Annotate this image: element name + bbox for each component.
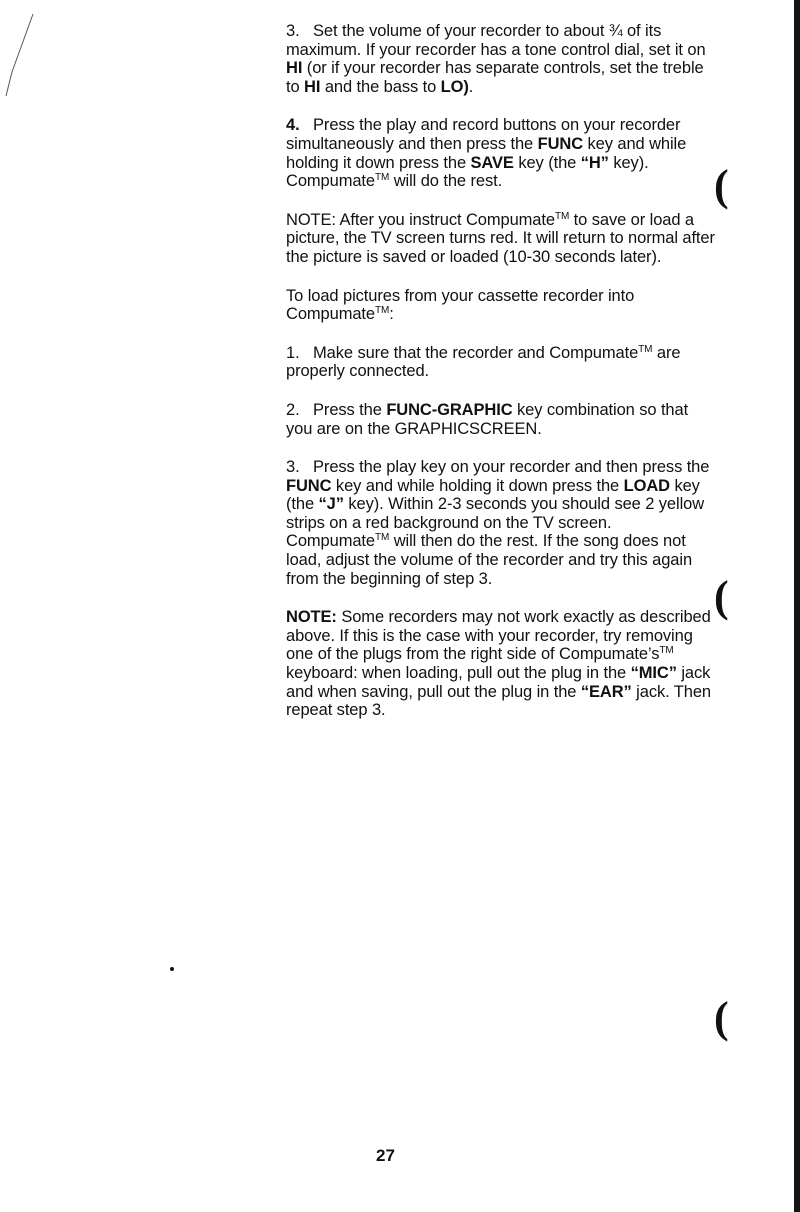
text-run: key (the [513, 153, 581, 172]
text-run: (or if your recorder has separate controls, set the treble to [286, 59, 704, 96]
text-run: key). Compumate [286, 153, 649, 191]
bold-text: FUNC-GRAPHIC [386, 400, 513, 419]
text-run: Make sure that the recorder and Compumate [313, 343, 639, 362]
step-number: 3. [286, 22, 300, 40]
paragraph-note-recorders [286, 608, 716, 720]
text-run: key and while holding it down press the [286, 134, 687, 172]
step-number: 3. [286, 458, 300, 477]
text-run: Press the play and record buttons on your recorder simultaneously and then press the [286, 116, 681, 153]
text-run: Press the [313, 400, 387, 419]
text-run: will do the rest. [389, 172, 503, 191]
binding-hole-mark: ( [714, 161, 729, 210]
text-run: . [468, 77, 474, 96]
scan-mark-stroke [0, 0, 40, 110]
bold-text: “MIC” [630, 664, 677, 683]
step-number: 4. [286, 116, 300, 135]
text-run: Some recorders may not work exactly as described above. If this is the case with your recorder, try removing one of the plugs from the right side of Compumate’s [286, 608, 711, 664]
bold-text: HI [286, 59, 303, 78]
text-run: to save or load a picture, the TV screen turns red. It will return to normal after the picture is saved or loaded (10-30 seconds later). [286, 210, 715, 266]
trademark-symbol: TM [659, 645, 674, 657]
text-run: will then do the rest. If the song does not load, adjust the volume of the recorder and try this again from the beginning of step 3. [286, 532, 693, 588]
paragraph-note-red-screen [286, 211, 716, 267]
trademark-symbol: TM [374, 172, 390, 184]
text-run: keyboard: when loading, pull out the plug in the [286, 664, 631, 683]
trademark-symbol: TM [374, 305, 390, 317]
binding-hole-mark: ( [714, 572, 729, 621]
page-number: 27 [376, 1146, 395, 1165]
text-run: jack. Then repeat step 3. [286, 682, 712, 720]
binding-edge [794, 0, 800, 1212]
text-run: key (the [286, 476, 700, 514]
text-run: To load pictures from your cassette recorder into Compumate [286, 286, 635, 324]
bold-text: LO) [440, 77, 469, 96]
trademark-symbol: TM [554, 210, 570, 222]
step-number: 1. [286, 343, 300, 362]
paragraph-step3-load [286, 458, 716, 588]
paragraph-step2-load [286, 401, 716, 438]
bold-text: LOAD [623, 476, 670, 495]
trademark-symbol: TM [374, 532, 390, 544]
paragraph-step4-save [286, 116, 716, 190]
text-run: and the bass to [320, 77, 441, 96]
bold-text: “H” [580, 153, 609, 172]
binding-hole-mark: ( [714, 993, 729, 1042]
bold-text: “J” [318, 495, 344, 514]
bold-text: NOTE: [286, 608, 337, 627]
step-number: 2. [286, 400, 300, 419]
page-body [286, 22, 716, 740]
trademark-symbol: TM [638, 343, 653, 355]
paragraph-step1-load [286, 344, 716, 381]
text-run: jack and when saving, pull out the plug in the [286, 664, 711, 701]
text-run: key). Within 2-3 seconds you should see 2 yellow strips on a red background on the TV screen. Compumate [286, 495, 705, 551]
text-run: key and while holding it down press the [331, 476, 624, 495]
bold-text: FUNC [286, 476, 332, 495]
text-run: Set the volume of your recorder to about ¾ of its maximum. If your recorder has a tone control dial, set it on [286, 22, 706, 59]
text-run: key combination so that you are on the GRAPHICSCREEN. [286, 400, 689, 438]
text-run: Press the play key on your recorder and then press the [313, 458, 710, 477]
text-run: NOTE: After you instruct Compumate [286, 210, 555, 229]
paragraph-step3-save [286, 22, 716, 96]
text-run: : [389, 305, 394, 324]
bold-text: HI [304, 77, 321, 96]
bold-text: SAVE [470, 153, 514, 172]
paragraph-load-intro [286, 287, 716, 324]
scan-dot [170, 967, 174, 971]
bold-text: “EAR” [580, 682, 632, 701]
text-run: are properly connected. [286, 343, 681, 381]
bold-text: FUNC [537, 134, 584, 153]
